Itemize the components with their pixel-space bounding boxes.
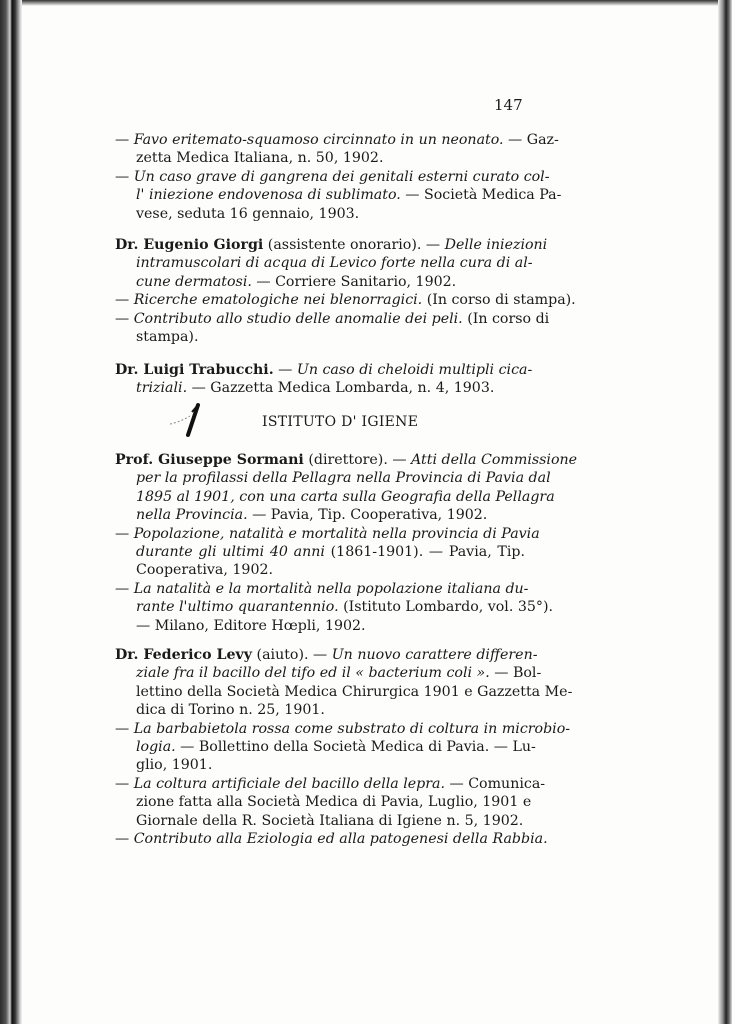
work-title: cune dermatosi. bbox=[136, 273, 252, 290]
text-segment: (In corso di stampa). bbox=[422, 292, 576, 309]
text-line bbox=[136, 205, 525, 223]
text-segment: — bbox=[115, 830, 134, 847]
work-title: l' iniezione endovenosa di sublimato. bbox=[136, 187, 401, 204]
bibliography-entry bbox=[115, 525, 540, 580]
work-title: Delle iniezioni bbox=[444, 237, 548, 253]
author-name: Prof. Giuseppe Sormani bbox=[115, 452, 304, 468]
work-title: Un caso grave di gangrena dei genitali esterni curato col- bbox=[133, 168, 550, 185]
bibliography-entry bbox=[115, 830, 548, 848]
bibliography-trabucchi bbox=[115, 361, 533, 398]
text-line bbox=[136, 701, 525, 719]
bibliography-entry bbox=[115, 775, 546, 830]
work-title: Atti della Commissione bbox=[411, 452, 578, 468]
text-line bbox=[136, 617, 525, 635]
scan-left-edge bbox=[0, 0, 22, 1024]
text-segment: — bbox=[115, 292, 134, 309]
text-segment: (assistente onorario). — bbox=[263, 237, 445, 253]
text-line bbox=[115, 720, 571, 738]
text-line bbox=[115, 236, 548, 254]
bibliography-entry bbox=[115, 291, 576, 309]
text-segment: — Gaz- bbox=[503, 132, 559, 148]
text-segment: — bbox=[273, 362, 297, 378]
text-line bbox=[136, 543, 525, 561]
bibliography-entry bbox=[115, 720, 571, 775]
author-name: Dr. Eugenio Giorgi bbox=[115, 237, 264, 253]
text-segment: — Società Medica Pa- bbox=[400, 187, 562, 204]
text-segment: stampa). bbox=[136, 328, 199, 345]
text-segment: — bbox=[115, 775, 134, 792]
text-line bbox=[115, 775, 546, 793]
bibliography-entry bbox=[115, 646, 573, 720]
work-title: intramuscolari di acqua di Levico forte nella cura di al- bbox=[136, 255, 533, 272]
text-segment: glio, 1901. bbox=[136, 757, 213, 774]
work-title: Contributo allo studio delle anomalie dei peli. bbox=[133, 310, 463, 327]
text-line bbox=[115, 168, 550, 186]
text-line bbox=[136, 738, 536, 756]
work-title: Ricerche ematologiche nei blenorragici. bbox=[133, 292, 423, 309]
text-segment: Cooperativa, 1902. bbox=[136, 562, 274, 579]
text-line bbox=[136, 598, 554, 616]
work-title: logia. bbox=[136, 738, 176, 755]
text-line bbox=[136, 664, 542, 682]
text-segment: — bbox=[115, 132, 134, 148]
handwritten-mark-icon bbox=[168, 402, 208, 438]
work-title: La natalità e la mortalità nella popolazione italiana du- bbox=[133, 580, 529, 597]
text-segment: — bbox=[115, 580, 134, 597]
text-line bbox=[136, 149, 525, 167]
work-title: Contributo alla Eziologia ed alla patogenesi della Rabbia. bbox=[133, 830, 548, 847]
text-segment: (1861-1901). — Pavia, Tip. bbox=[324, 543, 526, 560]
text-line bbox=[136, 328, 525, 346]
text-line bbox=[115, 830, 548, 848]
text-segment: zetta Medica Italiana, n. 50, 1902. bbox=[136, 150, 384, 167]
text-segment: — bbox=[115, 310, 134, 327]
text-segment: — Pavia, Tip. Cooperativa, 1902. bbox=[247, 507, 488, 524]
text-line bbox=[136, 793, 532, 811]
author-name: Dr. Luigi Trabucchi. bbox=[115, 362, 274, 378]
text-line bbox=[115, 310, 550, 328]
text-line bbox=[136, 186, 562, 204]
text-segment: zione fatta alla Società Medica di Pavia, Luglio, 1901 e bbox=[136, 794, 532, 811]
text-segment: — Bollettino della Società Medica di Pavia. — Lu- bbox=[175, 738, 536, 755]
text-segment: vese, seduta 16 gennaio, 1903. bbox=[136, 205, 360, 222]
scan-right-edge bbox=[718, 0, 732, 1024]
bibliography-entry bbox=[115, 131, 559, 168]
text-segment: — bbox=[115, 168, 134, 185]
text-line bbox=[136, 379, 525, 397]
text-segment: — Milano, Editore Hœpli, 1902. bbox=[136, 617, 366, 634]
text-segment: Giornale della R. Società Italiana di Igiene n. 5, 1902. bbox=[136, 812, 524, 829]
text-segment: — bbox=[115, 720, 134, 737]
text-segment: — Gazzetta Medica Lombarda, n. 4, 1903. bbox=[187, 380, 495, 397]
bibliography-continued bbox=[115, 131, 562, 223]
text-line bbox=[115, 451, 578, 469]
section-heading: ISTITUTO D' IGIENE bbox=[262, 414, 419, 430]
text-line bbox=[115, 291, 576, 309]
work-title: Popolazione, natalità e mortalità nella provincia di Pavia bbox=[133, 525, 540, 542]
text-line bbox=[115, 580, 529, 598]
text-segment: (In corso di bbox=[462, 310, 550, 327]
text-segment: lettino della Società Medica Chirurgica 1901 e Gazzetta Me- bbox=[136, 683, 573, 700]
bibliography-entry bbox=[115, 580, 554, 635]
text-line bbox=[136, 756, 525, 774]
text-segment: — Comunica- bbox=[445, 775, 546, 792]
work-title: 1895 al 1901, con una carta sulla Geografia della Pellagra bbox=[136, 488, 555, 505]
text-line bbox=[136, 812, 525, 830]
text-line bbox=[136, 506, 525, 524]
text-line bbox=[136, 469, 551, 487]
work-title: Un caso di cheloidi multipli cica- bbox=[296, 362, 533, 378]
page-number: 147 bbox=[494, 96, 523, 114]
text-segment: — Corriere Sanitario, 1902. bbox=[251, 273, 457, 290]
scan-top-edge bbox=[0, 0, 732, 6]
work-title: nella Provincia. bbox=[136, 507, 248, 524]
bibliography-entry bbox=[115, 451, 578, 525]
work-title: durante gli ultimi 40 anni bbox=[136, 543, 325, 560]
work-title: ziale fra il bacillo del tifo ed il « bacterium coli ». bbox=[136, 665, 490, 682]
text-segment: (direttore). — bbox=[303, 452, 412, 468]
text-line bbox=[136, 273, 525, 291]
bibliography-entry bbox=[115, 236, 548, 291]
work-title: triziali. bbox=[136, 380, 188, 397]
text-line bbox=[115, 361, 533, 379]
work-title: La barbabietola rossa come substrato di coltura in microbio- bbox=[133, 720, 571, 737]
work-title: Favo eritemato-squamoso circinnato in un neonato. bbox=[133, 132, 504, 148]
bibliography-entry bbox=[115, 361, 533, 398]
text-segment: — Bol- bbox=[489, 665, 542, 682]
text-segment: (Istituto Lombardo, vol. 35°). bbox=[338, 599, 554, 616]
bibliography-levy bbox=[115, 646, 573, 848]
text-line bbox=[136, 254, 533, 272]
text-segment: dica di Torino n. 25, 1901. bbox=[136, 702, 325, 719]
work-title: Un nuovo carattere differen- bbox=[331, 647, 538, 663]
author-name: Dr. Federico Levy bbox=[115, 647, 253, 663]
bibliography-entry bbox=[115, 168, 562, 223]
text-line bbox=[136, 683, 573, 701]
text-line bbox=[115, 525, 540, 543]
text-segment: — bbox=[115, 525, 134, 542]
bibliography-giorgi bbox=[115, 236, 576, 346]
text-line bbox=[136, 561, 525, 579]
bibliography-sormani bbox=[115, 451, 578, 635]
work-title: rante l'ultimo quarantennio. bbox=[136, 599, 339, 616]
text-segment: (aiuto). — bbox=[252, 647, 332, 663]
bibliography-entry bbox=[115, 310, 550, 347]
text-line bbox=[115, 646, 538, 664]
work-title: per la profilassi della Pellagra nella Provincia di Pavia dal bbox=[136, 470, 551, 487]
text-line bbox=[115, 131, 559, 149]
work-title: La coltura artificiale del bacillo della lepra. bbox=[133, 775, 445, 792]
text-line bbox=[136, 488, 555, 506]
